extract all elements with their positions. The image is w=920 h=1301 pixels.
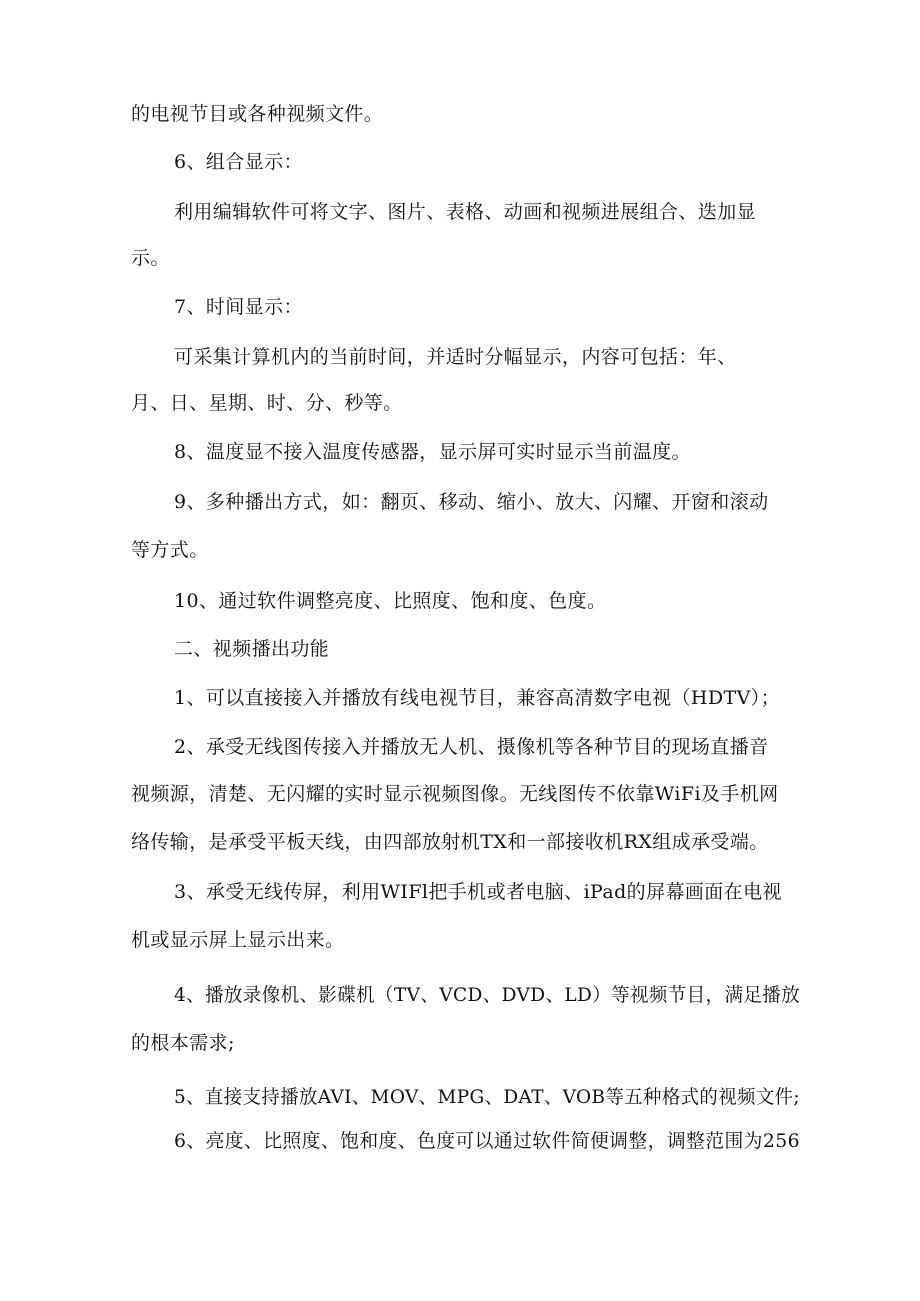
text-line: 3、承受无线传屏，利用WIFl把手机或者电脑、iPad的屏幕画面在电视: [174, 881, 782, 903]
text-line: 示。: [131, 247, 170, 269]
text-line: 2、承受无线图传接入并播放无人机、摄像机等各种节目的现场直播音: [174, 736, 769, 758]
text-line: 可采集计算机内的当前时间，并适时分幅显示，内容可包括：年、: [174, 346, 737, 368]
text-line: 9、多种播出方式，如：翻页、移动、缩小、放大、闪耀、开窗和滚动: [174, 491, 769, 513]
text-line: 等方式。: [131, 539, 209, 561]
text-line: 二、视频播出功能: [174, 638, 330, 660]
text-line: 机或显示屏上显示出来。: [131, 929, 345, 951]
text-line: 10、通过软件调整亮度、比照度、饱和度、色度。: [174, 590, 607, 612]
text-line: 利用编辑软件可将文字、图片、表格、动画和视频进展组合、迭加显: [174, 201, 757, 223]
text-line: 视频源，清楚、无闪耀的实时显示视频图像。无线图传不依靠WiFi及手机网: [131, 783, 779, 805]
text-line: 的根本需求;: [131, 1032, 235, 1054]
text-line: 7、时间显示：: [174, 296, 303, 318]
text-line: 的电视节目或各种视频文件。: [131, 103, 384, 125]
text-line: 4、播放录像机、影碟机（TV、VCD、DVD、LD）等视频节目，满足播放: [174, 984, 800, 1006]
text-line: 月、日、星期、时、分、秒等。: [131, 392, 403, 414]
text-line: 6、组合显示：: [174, 151, 303, 173]
text-line: 1、可以直接接入并播放有线电视节目，兼容高清数字电视（HDTV）；: [174, 687, 780, 709]
text-line: 6、亮度、比照度、饱和度、色度可以通过软件简便调整，调整范围为256: [174, 1130, 801, 1152]
text-line: 8、温度显不接入温度传感器，显示屏可实时显示当前温度。: [174, 441, 691, 463]
text-line: 络传输，是承受平板天线，由四部放射机TX和一部接收机RX组成承受端。: [131, 831, 769, 853]
text-line: 5、直接支持播放AVI、MOV、MPG、DAT、VOB等五种格式的视频文件;: [174, 1086, 801, 1108]
